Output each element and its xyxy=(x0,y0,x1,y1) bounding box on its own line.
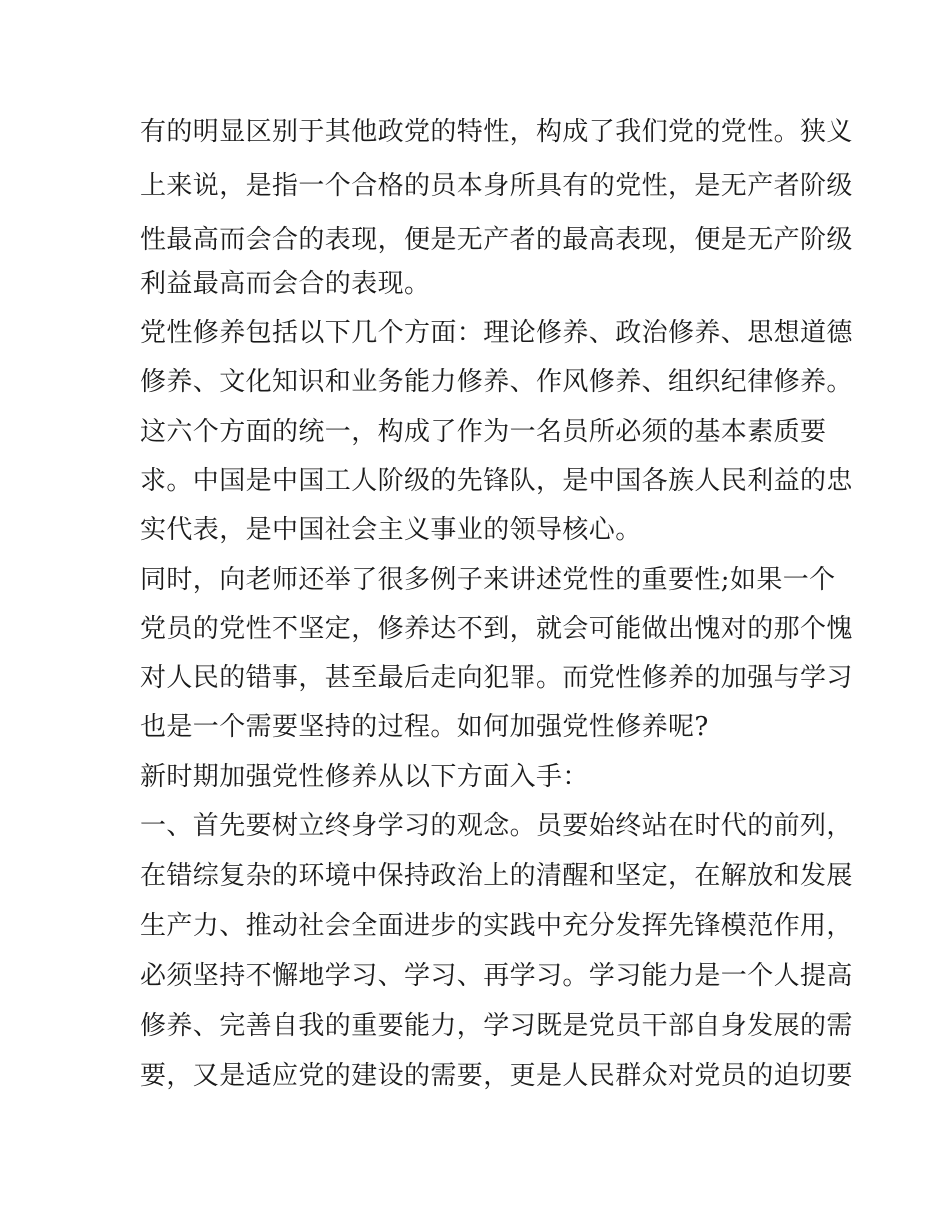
text-line: 性最高而会合的表现，便是无产者的最高表现，便是无产阶级 xyxy=(140,225,853,255)
text-line: 修养、文化知识和业务能力修养、作风修养、组织纪律修养。 xyxy=(140,367,853,397)
text-line: 要，又是适应党的建设的需要，更是人民群众对党员的迫切要 xyxy=(140,1061,853,1091)
text-line: 在错综复杂的环境中保持政治上的清醒和坚定，在解放和发展 xyxy=(140,861,853,891)
text-line: 新时期加强党性修养从以下方面入手： xyxy=(140,762,589,792)
text-line: 上来说，是指一个合格的员本身所具有的党性，是无产者阶级 xyxy=(140,171,853,201)
text-line: 实代表，是中国社会主义事业的领导核心。 xyxy=(140,515,642,545)
text-line: 求。中国是中国工人阶级的先锋队，是中国各族人民利益的忠 xyxy=(140,466,853,496)
text-line: 也是一个需要坚持的过程。如何加强党性修养呢? xyxy=(140,712,709,742)
text-line: 修养、完善自我的重要能力，学习既是党员干部自身发展的需 xyxy=(140,1011,853,1041)
text-line: 这六个方面的统一，构成了作为一名员所必须的基本素质要 xyxy=(140,417,827,447)
text-line: 一、首先要树立终身学习的观念。员要始终站在时代的前列， xyxy=(140,811,853,841)
text-line: 党性修养包括以下几个方面：理论修养、政治修养、思想道德 xyxy=(140,318,853,348)
text-line: 利益最高而会合的表现。 xyxy=(140,269,431,299)
text-line: 对人民的错事，甚至最后走向犯罪。而党性修养的加强与学习 xyxy=(140,663,853,693)
text-line: 有的明显区别于其他政党的特性，构成了我们党的党性。狭义 xyxy=(140,117,853,147)
text-line: 必须坚持不懈地学习、学习、再学习。学习能力是一个人提高 xyxy=(140,961,853,991)
text-line: 生产力、推动社会全面进步的实践中充分发挥先锋模范作用， xyxy=(140,911,853,941)
text-line: 党员的党性不坚定，修养达不到，就会可能做出愧对的那个愧 xyxy=(140,614,853,644)
text-line: 同时，向老师还举了很多例子来讲述党性的重要性;如果一个 xyxy=(140,565,836,595)
